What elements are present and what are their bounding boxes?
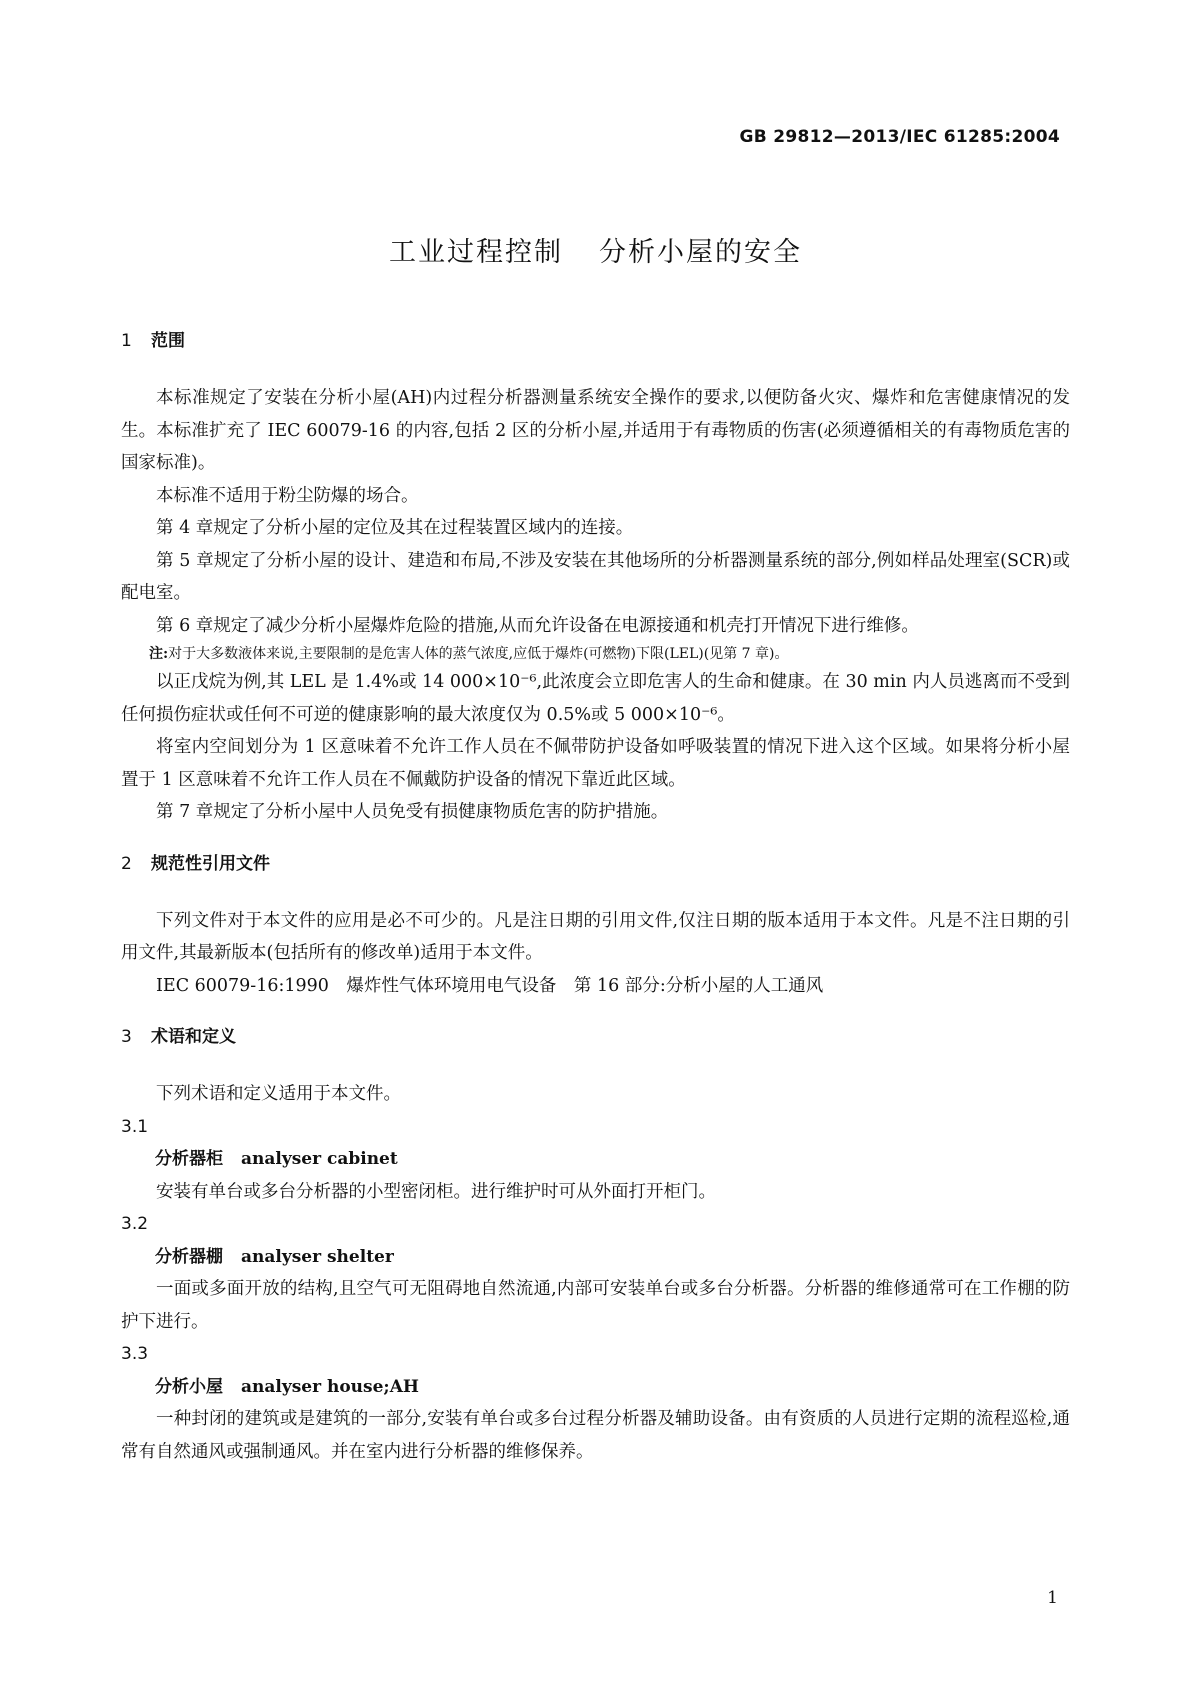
term-en: analyser house;AH bbox=[241, 1376, 419, 1397]
term-definition: 一面或多面开放的结构,且空气可无阻碍地自然流通,内部可安装单台或多台分析器。分析器的维修通常可在工作棚的防护下进行。 bbox=[121, 1279, 1070, 1332]
note-label: 注: bbox=[149, 646, 169, 662]
title-part-2: 分析小屋的安全 bbox=[599, 237, 802, 268]
clause-number: 3.2 bbox=[121, 1214, 149, 1234]
term-entry bbox=[121, 1338, 1070, 1468]
section-heading-normative-references bbox=[121, 853, 1070, 875]
section-title: 范围 bbox=[151, 331, 185, 351]
term-definition: 一种封闭的建筑或是建筑的一部分,安装有单台或多台过程分析器及辅助设备。由有资质的人员进行定期的流程巡检,通常有自然通风或强制通风。并在室内进行分析器的维修保养。 bbox=[121, 1409, 1070, 1462]
document-body bbox=[121, 330, 1070, 1468]
paragraph: 第 7 章规定了分析小屋中人员免受有损健康物质危害的防护措施。 bbox=[156, 802, 669, 822]
paragraph: 下列术语和定义适用于本文件。 bbox=[156, 1084, 401, 1104]
term-entry bbox=[121, 1208, 1070, 1338]
section-heading-scope bbox=[121, 330, 1070, 352]
term-en: analyser cabinet bbox=[241, 1149, 398, 1169]
note bbox=[121, 642, 1070, 666]
reference-entry: IEC 60079-16:1990 爆炸性气体环境用电气设备 第 16 部分:分析小屋的人工通风 bbox=[156, 975, 824, 996]
section-title: 规范性引用文件 bbox=[151, 853, 270, 874]
term-entry bbox=[121, 1111, 1070, 1209]
clause-number: 3.3 bbox=[121, 1344, 149, 1364]
note-text: 对于大多数液体来说,主要限制的是危害人体的蒸气浓度,应低于爆炸(可燃物)下限(LEL)(见第 7 章)。 bbox=[168, 646, 789, 662]
document-title bbox=[0, 230, 1191, 269]
term-heading bbox=[121, 1241, 1070, 1274]
paragraph: 第 6 章规定了减少分析小屋爆炸危险的措施,从而允许设备在电源接通和机壳打开情况下进行维修。 bbox=[156, 615, 919, 636]
standard-code: GB 29812—2013/IEC 61285:2004 bbox=[739, 127, 1060, 147]
term-zh: 分析器柜 bbox=[155, 1149, 223, 1169]
paragraph: 第 5 章规定了分析小屋的设计、建造和布局,不涉及安装在其他场所的分析器测量系统的部分,例如样品处理室(SCR)或配电室。 bbox=[121, 550, 1070, 603]
title-part-1: 工业过程控制 bbox=[389, 237, 563, 268]
term-zh: 分析器棚 bbox=[155, 1246, 223, 1267]
paragraph: 以正戊烷为例,其 LEL 是 1.4%或 14 000×10⁻⁶,此浓度会立即危害人的生命和健康。在 30 min 内人员逃离而不受到任何损伤症状或任何不可逆的健康影响的最大浓度仅为 0.5%或 5 000×10⁻⁶。 bbox=[121, 672, 1070, 725]
section-number: 3 bbox=[121, 1027, 132, 1047]
page-number: 1 bbox=[1047, 1588, 1058, 1608]
term-heading bbox=[121, 1371, 1070, 1404]
term-zh: 分析小屋 bbox=[155, 1376, 223, 1397]
section-heading-terms bbox=[121, 1026, 1070, 1048]
term-definition: 安装有单台或多台分析器的小型密闭柜。进行维护时可从外面打开柜门。 bbox=[156, 1181, 716, 1202]
term-heading bbox=[121, 1143, 1070, 1176]
paragraph: 本标准规定了安装在分析小屋(AH)内过程分析器测量系统安全操作的要求,以便防备火灾、爆炸和危害健康情况的发生。本标准扩充了 IEC 60079-16 的内容,包括 2 区的分析小屋,并适用于有毒物质的伤害(必须遵循相关的有毒物质危害的国家标准)。 bbox=[121, 388, 1070, 473]
clause-number: 3.1 bbox=[121, 1116, 149, 1137]
paragraph: 下列文件对于本文件的应用是必不可少的。凡是注日期的引用文件,仅注日期的版本适用于本文件。凡是不注日期的引用文件,其最新版本(包括所有的修改单)适用于本文件。 bbox=[121, 910, 1070, 963]
section-number: 2 bbox=[121, 853, 132, 874]
paragraph: 本标准不适用于粉尘防爆的场合。 bbox=[156, 485, 419, 506]
section-title: 术语和定义 bbox=[151, 1027, 236, 1047]
section-number: 1 bbox=[121, 331, 132, 351]
paragraph: 将室内空间划分为 1 区意味着不允许工作人员在不佩带防护设备如呼吸装置的情况下进入这个区域。如果将分析小屋置于 1 区意味着不允许工作人员在不佩戴防护设备的情况下靠近此区域。 bbox=[121, 737, 1070, 790]
term-en: analyser shelter bbox=[241, 1246, 394, 1267]
paragraph: 第 4 章规定了分析小屋的定位及其在过程装置区域内的连接。 bbox=[156, 518, 634, 538]
